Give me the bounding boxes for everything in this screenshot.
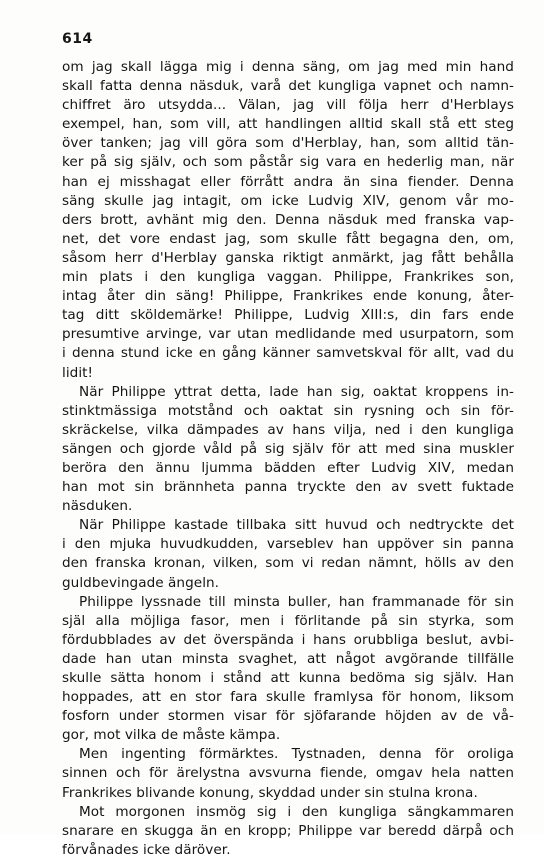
- text-line: skräckelse, vilka dämpades av hans vilja, ned i den kungliga: [62, 421, 514, 438]
- paragraph: [62, 58, 514, 383]
- text-line: När Philippe yttrat detta, lade han sig, oaktat kroppens in-: [79, 383, 514, 400]
- text-line: snarare en skugga än en kropp; Philippe var beredd därpå och: [62, 822, 514, 839]
- paragraph: [62, 593, 514, 746]
- text-line: ders brott, avhänt mig den. Denna näsduk med franska vap-: [62, 211, 514, 228]
- paragraph: [62, 745, 514, 802]
- text-line: stinktmässiga motstånd och oaktat sin rysning och sin för-: [62, 402, 514, 419]
- text-line: Frankrikes blivande konung, skyddad under sin stulna krona.: [62, 784, 478, 801]
- paragraph: [62, 803, 514, 860]
- text-line: dade han utan minsta svaghet, att något avgörande tillfälle: [62, 650, 514, 667]
- text-line: exempel, han, som vill, att handlingen alltid skall stå ett steg: [62, 116, 514, 133]
- body-text: [62, 58, 514, 860]
- text-line: näsduken.: [62, 498, 133, 515]
- text-line: presumtive arvinge, var utan medlidande med usurpatorn, som: [62, 326, 514, 343]
- text-line: gor, mot vilka de måste kämpa.: [62, 727, 281, 744]
- text-line: net, det vore endast jag, som skulle fått begagna den, om,: [62, 230, 514, 247]
- text-line: om jag skall lägga mig i denna säng, om jag med min hand: [62, 59, 514, 75]
- text-line: skall fatta denna näsduk, varå det kungliga vapnet och namn-: [62, 78, 514, 95]
- text-line: hoppades, att en stor fara skulle framlysa för honom, liksom: [62, 689, 514, 706]
- text-line: fosforn under stormen visar för sjöfarande höjden av de vå-: [62, 708, 514, 725]
- text-line: guldbevingade ängeln.: [62, 574, 220, 591]
- text-line: i denna stund icke en gång känner samvetskval för allt, vad du: [62, 345, 514, 362]
- paragraph: [62, 383, 514, 517]
- text-line: över tanken; jag vill göra som d'Herblay, han, som alltid tän-: [62, 135, 514, 152]
- text-line: skulle sätta honom i stånd att kunna bedöma sig själv. Han: [62, 670, 514, 686]
- text-line: såsom herr d'Herblay ganska riktigt anmärkt, jag fått behålla: [62, 249, 514, 266]
- text-line: När Philippe kastade tillbaka sitt huvud och nedtryckte det: [79, 517, 514, 534]
- text-line: beröra den ännu ljumma bädden efter Ludvig XIV, medan: [62, 459, 514, 476]
- text-line: Men ingenting förmärktes. Tystnaden, denna för oroliga: [79, 746, 514, 763]
- text-line: Mot morgonen insmög sig i den kungliga sängkammaren: [79, 803, 514, 820]
- text-line: chiffret äro utsydda... Välan, jag vill följa herr d'Herblays: [62, 97, 514, 114]
- text-line: lidit!: [62, 364, 94, 381]
- text-line: säng skulle jag intagit, om icke Ludvig XIV, genom vår mo-: [62, 192, 514, 209]
- page-number: 614: [62, 31, 93, 47]
- text-line: sinnen och för ärelystna avsvurna fiende, omgav hela natten: [62, 765, 514, 782]
- text-line: intag åter din säng! Philippe, Frankrikes ende konung, åter-: [62, 288, 514, 305]
- text-line: tag ditt sköldemärke! Philippe, Ludvig XIII:s, din fars ende: [62, 307, 514, 324]
- text-line: Philippe lyssnade till minsta buller, han frammanade för sin: [79, 593, 514, 610]
- text-line: i den mjuka huvudkudden, varseblev han uppöver sin panna: [62, 536, 514, 553]
- paragraph: [62, 516, 514, 592]
- text-line: förvånades icke däröver.: [62, 841, 231, 858]
- text-line: ker på sig själv, och som påstår sig vara en hederlig man, när: [62, 154, 514, 171]
- text-line: själ alla möjliga fasor, men i förlitande på sin styrka, som: [62, 612, 514, 629]
- text-line: den franska kronan, vilken, som vi redan nämnt, hölls av den: [62, 555, 514, 572]
- text-line: han mot sin brännheta panna tryckte den av svett fuktade: [62, 479, 514, 496]
- text-line: han ej misshagat eller förrått andra än sina fiender. Denna: [62, 173, 514, 190]
- text-line: fördubblades av det överspända i hans orubbliga beslut, avbi-: [62, 631, 514, 648]
- text-line: min plats i den kungliga vaggan. Philippe, Frankrikes son,: [62, 269, 514, 286]
- text-line: sängen och gjorde våld på sig själv för att med sina muskler: [62, 440, 514, 457]
